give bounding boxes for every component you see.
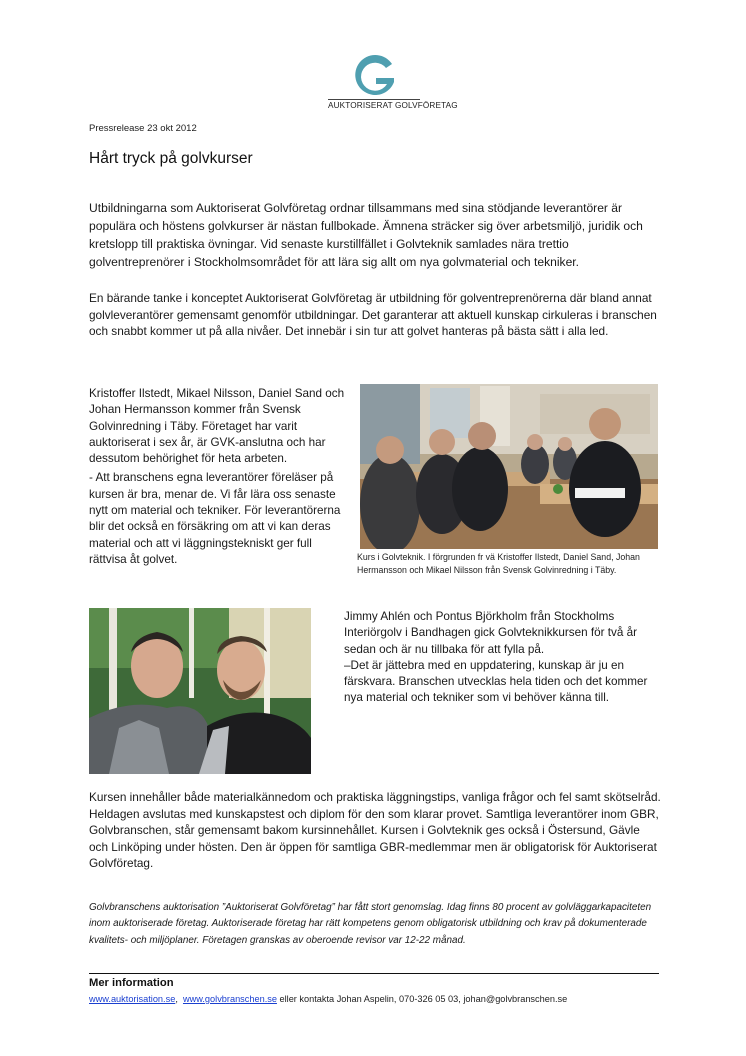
contact-text: eller kontakta Johan Aspelin, 070-326 05 03, johan@golvbranschen.se xyxy=(276,994,568,1004)
more-info-heading: Mer information xyxy=(89,977,174,989)
classroom-photo xyxy=(360,384,658,549)
portrait-photo xyxy=(89,608,311,774)
interior-paragraph-2: –Det är jättebra med en uppdatering, kunskap är ju en färskvara. Branschen utvecklas hela tiden och det kommer nya material och tekniker som vi behöver känna till. xyxy=(344,658,648,705)
classroom-photo-caption: Kurs i Golvteknik. I förgrunden fr vä Kristoffer Ilstedt, Daniel Sand, Johan Hermansson och Mikael Nilsson från Svensk Golvinredning i Täby. xyxy=(357,552,640,575)
svensk-paragraph-2: - Att branschens egna leverantörer föreläser på kursen är bra, menar de. Vi får lära oss senaste nytt om material och tekniker. För leverantörerna blir det också en försäkring om att vi kan deras material och att vi läggningstekniskt ger full rättvisa åt golvet. xyxy=(89,471,341,566)
golvbranschen-link[interactable]: www.golvbranschen.se xyxy=(182,994,277,1004)
svensk-paragraph-1: Kristoffer Ilstedt, Mikael Nilsson, Daniel Sand och Johan Hermansson kommer från Svensk Golvinredning i Täby. Företaget har varit auktoriserat i sex år, är GVK-anslutna och har dessutom behörighet för heta arbeten. xyxy=(89,387,345,466)
interiorgolv-section xyxy=(344,609,660,707)
logo xyxy=(328,52,458,112)
authorization-note: Golvbranschens auktorisation ”Auktoriserat Golvföretag” har fått stort genomslag. Idag finns 80 procent av golvläggarkapaciteten inom auktoriserade företag. Auktoriserade företag har rätt kompetens genom obligatorisk utbildning och krav på dokumenterade kvalitets- och miljöplaner. Företagen granskas av oberoende revisor var 12-22 månad. xyxy=(89,902,652,946)
interior-paragraph-1: Jimmy Ahlén och Pontus Björkholm från Stockholms Interiörgolv i Bandhagen gick Golvteknikkursen för två år sedan och är nu tillbaka för att fylla på. xyxy=(344,610,637,656)
course-paragraph: Kursen innehåller både materialkännedom och praktiska läggningstips, vanliga frågor och fel samt skötselråd. Heldagen avslutas med kunskapstest och diplom för den som klarar provet. Samtliga leverantörer inom GBR, Golvbranschen, står gemensamt bakom kursinnehållet. Kursen i Golvteknik ges också i Östersund, Gävle och Linköping under hösten. Den är öppen för samtliga GBR-medlemmar men är obligatorisk för Auktoriserat Golvföretag. xyxy=(89,790,661,870)
dateline: Pressrelease 23 okt 2012 xyxy=(89,123,197,134)
concept-paragraph: En bärande tanke i konceptet Auktoriserat Golvföretag är utbildning för golventreprenörerna där bland annat golvleverantörer gemensamt genomför utbildningar. Det garanterar att aktuell kunskap cirkuleras i branschen och snabbt kommer ut på alla nivåer. Det innebär i sin tur att golvet hanteras på bästa sätt i alla led. xyxy=(89,291,657,339)
auktorisation-link[interactable]: www.auktorisation.se xyxy=(89,994,176,1004)
svensk-golvinredning-section xyxy=(89,386,351,568)
logo-text: AUKTORISERAT GOLVFÖRETAG xyxy=(328,101,458,110)
footer-divider xyxy=(89,973,659,974)
contact-line xyxy=(89,994,567,1004)
logo-g-mark xyxy=(346,52,402,100)
link-separator: , xyxy=(175,994,178,1004)
headline: Hårt tryck på golvkurser xyxy=(89,150,253,167)
intro-paragraph: Utbildningarna som Auktoriserat Golvföretag ordnar tillsammans med sina stödjande leverantörer är populära och höstens golvkurser är nästan fullbokade. Ämnena sträcker sig över arbetsmiljö, juridik och kretslopp till praktiska övningar. Vid senaste kurstillfället i Golvteknik samlades nära trettio golventreprenörer i Stockholmsområdet för att lära sig allt om nya golvmaterial och tekniker. xyxy=(89,201,643,269)
